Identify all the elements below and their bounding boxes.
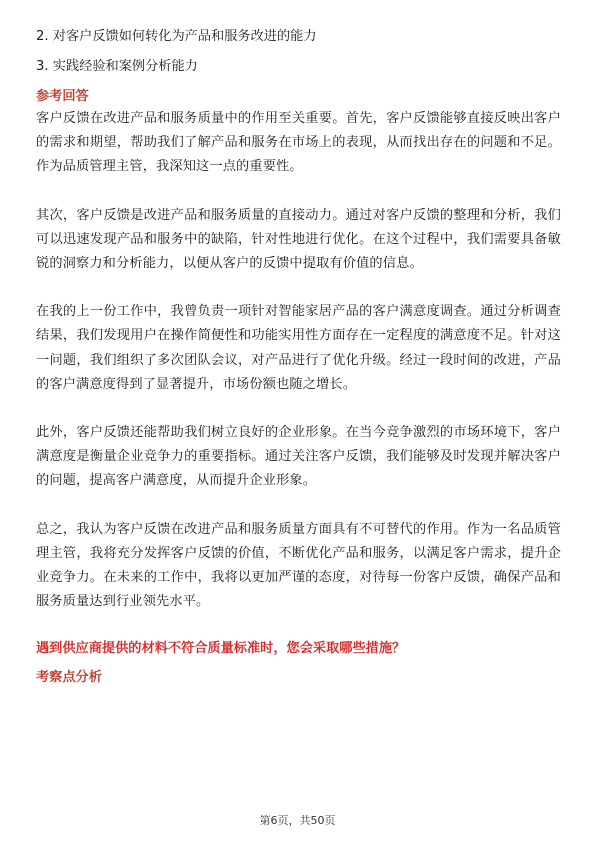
paragraph-4: 此外，客户反馈还能帮助我们树立良好的企业形象。在当今竞争激烈的市场环境下，客户满意度是衡量企业竞争力的重要指标。通过关注客户反馈，我们能够及时发现并解决客户的问题，提高客户满意度，从而提升企业形象。 [36, 425, 561, 489]
next-question: 遇到供应商提供的材料不符合质量标准时，您会采取哪些措施？ [36, 641, 406, 657]
paragraph-1: 客户反馈在改进产品和服务质量中的作用至关重要。首先，客户反馈能够直接反映出客户的需求和期望，帮助我们了解产品和服务在市场上的表现，从而找出存在的问题和不足。作为品质管理主管，我深知这一点的重要性。 [36, 111, 561, 175]
paragraph-3: 在我的上一份工作中，我曾负责一项针对智能家居产品的客户满意度调查。通过分析调查结果，我们发现用户在操作简便性和功能实用性方面存在一定程度的满意度不足。针对这一问题，我们组织了多次团队会议，对产品进行了优化升级。经过一段时间的改进，产品的客户满意度得到了显著提升，市场份额也随之增长。 [36, 304, 561, 392]
paragraph-2: 其次，客户反馈是改进产品和服务质量的直接动力。通过对客户反馈的整理和分析，我们可以迅速发现产品和服务中的缺陷，针对性地进行优化。在这个过程中，我们需要具备敏锐的洞察力和分析能力，以便从客户的反馈中提取有价值的信息。 [36, 207, 561, 272]
paragraph-5: 总之，我认为客户反馈在改进产品和服务质量方面具有不可替代的作用。作为一名品质管理主管，我将充分发挥客户反馈的价值，不断优化产品和服务，以满足客户需求，提升企业竞争力。在未来的工作中，我将以更加严谨的态度，对待每一份客户反馈，确保产品和服务质量达到行业领先水平。 [36, 521, 561, 610]
document-page [36, 26, 561, 688]
list-item-2: 2. 对客户反馈如何转化为产品和服务改进的能力 [36, 29, 317, 44]
list-item-3: 3. 实践经验和案例分析能力 [36, 59, 198, 74]
analysis-heading: 考察点分析 [36, 670, 102, 686]
answer-heading: 参考回答 [36, 89, 89, 104]
page-footer: 第6页，共50页 [259, 814, 336, 827]
